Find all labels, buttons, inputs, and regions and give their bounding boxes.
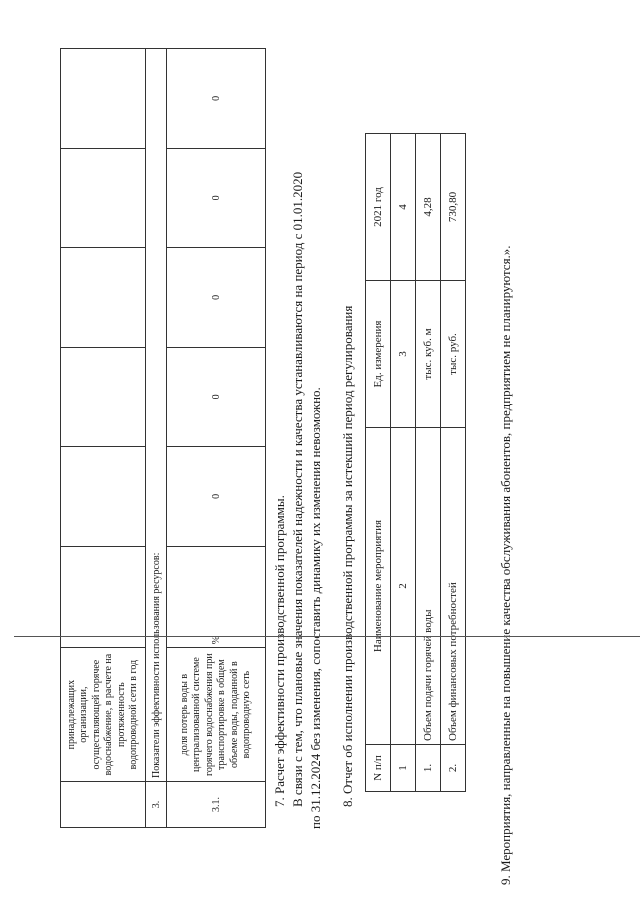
table-row — [146, 49, 167, 828]
cell-num — [61, 782, 146, 828]
index-cell: 4 — [391, 134, 416, 281]
header-unit: Ед. измерения — [366, 281, 391, 428]
section7-line1: В связи с тем, что плановые значения показателей надежности и качества устанавливаются на период с 01.01.2020 — [290, 171, 305, 807]
indicators-table — [60, 48, 266, 828]
table-index-row — [391, 134, 416, 792]
cell-num: 3. — [146, 782, 167, 828]
cell-num: 3.1. — [167, 782, 266, 828]
row-value: 4,28 — [416, 134, 441, 281]
cell-value: 0 — [167, 248, 266, 348]
header-num: N п/п — [366, 745, 391, 792]
section9-text: 9. Мероприятия, направленные на повышение качества обслуживания абонентов, предприятием не планируются.». — [498, 245, 513, 885]
section-heading-cell: Показатели эффективности использования ресурсов: — [146, 49, 167, 782]
cell-value — [61, 347, 146, 447]
cell-name: принадлежащих организации, осуществляющей горячее водоснабжение, в расчете на протяженность водопроводной сети в год — [61, 648, 146, 782]
table-header-row — [366, 134, 391, 792]
table-row — [167, 49, 266, 828]
table-row — [416, 134, 441, 792]
report-table — [365, 133, 466, 792]
section7-line2: по 31.12.2024 без изменения, сопоставить динамику их изменения невозможно. — [308, 387, 323, 829]
row-value: 730,80 — [441, 134, 466, 281]
row-name: Объем финансовых потребностей — [441, 428, 466, 745]
cell-value: 0 — [167, 49, 266, 149]
cell-value: 0 — [167, 148, 266, 248]
cell-value — [61, 447, 146, 547]
index-cell: 1 — [391, 745, 416, 792]
row-unit: тыс. руб. — [441, 281, 466, 428]
cell-unit: % — [167, 546, 266, 648]
cell-name: доля потерь воды в централизованной системе горячего водоснабжения при транспортировке в общем объеме воды, поданной в водопроводную сеть — [167, 648, 266, 782]
row-num: 2. — [441, 745, 466, 792]
cell-unit — [61, 546, 146, 648]
footer-divider — [14, 636, 640, 637]
row-unit: тыс. куб. м — [416, 281, 441, 428]
section8-title: 8. Отчет об исполнении производственной программы за истекший период регулирования — [340, 305, 355, 807]
index-cell: 3 — [391, 281, 416, 428]
index-cell: 2 — [391, 428, 416, 745]
cell-value: 0 — [167, 447, 266, 547]
cell-value — [61, 49, 146, 149]
header-name: Наименование мероприятия — [366, 428, 391, 745]
table-row — [61, 49, 146, 828]
cell-value: 0 — [167, 347, 266, 447]
row-name: Объем подачи горячей воды — [416, 428, 441, 745]
cell-value — [61, 148, 146, 248]
section7-title: 7. Расчет эффективности производственной программы. — [272, 495, 287, 807]
header-year: 2021 год — [366, 134, 391, 281]
cell-value — [61, 248, 146, 348]
row-num: 1. — [416, 745, 441, 792]
table-row — [441, 134, 466, 792]
